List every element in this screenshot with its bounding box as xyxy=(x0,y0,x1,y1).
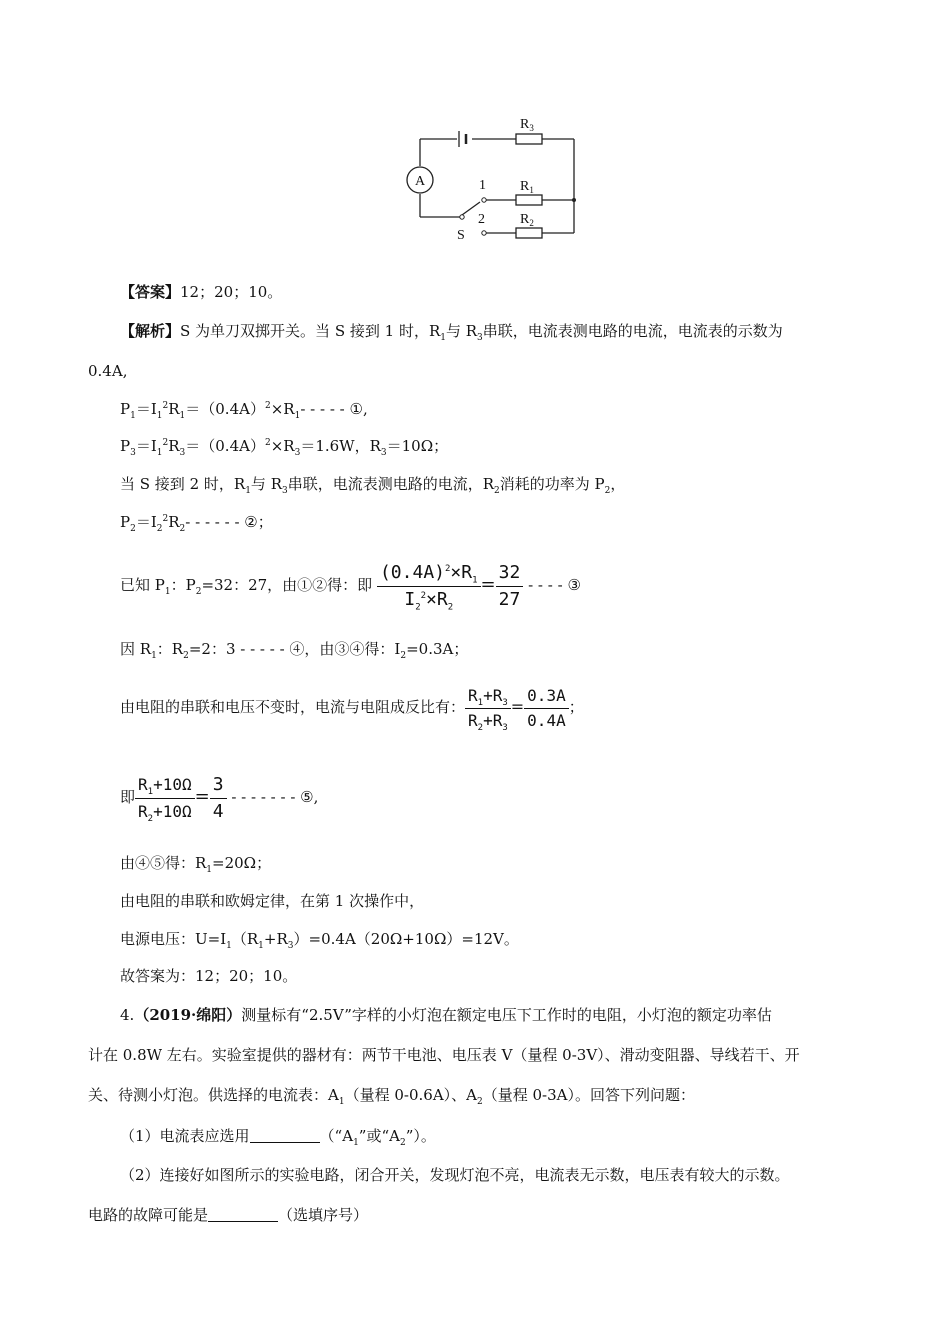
question-number: 4. xyxy=(120,1006,135,1024)
ammeter-label: A xyxy=(414,174,426,189)
equation-p2: $P_2=I_2^2R_2-$ - - - - - ②； xyxy=(120,513,273,534)
answer-blank-1[interactable] xyxy=(250,1128,320,1143)
fraction-32-27: $\frac{32}{27}$ xyxy=(496,560,524,613)
switch-label: S xyxy=(457,228,465,243)
answer-line xyxy=(120,282,282,302)
analysis-tag: 【解析】 xyxy=(120,322,181,340)
contact-1 xyxy=(482,198,486,202)
battery-symbol xyxy=(459,131,466,147)
fraction-current-ratio: $\frac{0.3A}{0.4A}$ xyxy=(524,684,569,733)
equation-p3: $P_3=I_1^2R_3=(0.4A)^2\times R_3=1.6W$，$R_3=10\Omega$； xyxy=(120,437,449,458)
r2-label: $R_2$ xyxy=(520,212,534,228)
junction-dot xyxy=(572,198,576,202)
equation-p1: $P_1=I_1^2R_1=(0.4A)^2\times R_1-$ - - - - ①, xyxy=(120,400,368,421)
question-4-part-2: （2）连接好如图所示的实验电路，闭合开关，发现灯泡不亮，电流表无示数，电压表有较大的示数。 xyxy=(120,1166,790,1184)
contact-2 xyxy=(482,231,486,235)
answer-blank-2[interactable] xyxy=(208,1207,278,1222)
formula-line-1: 已知 $P_1$：$P_2=32$：27，由①②得：即 $\frac{(0.4A)^2\times R_1}{I_2^2\times R_2}$ = $\frac{32}{27}$ - - - - ③ xyxy=(120,561,581,613)
fraction-power-ratio: $\frac{(0.4A)^2\times R_1}{I_2^2\times R_2}$ xyxy=(377,560,481,613)
question-4-part-2-cont: 电路的故障可能是 （选填序号） xyxy=(88,1206,369,1224)
analysis-line-14: 故答案为：12；20；10。 xyxy=(120,967,298,985)
analysis-line-2: 0.4A, xyxy=(88,362,128,380)
fraction-resistance-10: $\frac{R_1+10\Omega}{R_2+10\Omega}$ xyxy=(135,772,195,825)
r1-label: $R_1$ xyxy=(520,179,534,195)
question-source: （2019·绵阳） xyxy=(134,1006,242,1024)
question-4-line-2: 计在 0.8W 左右。实验室提供的器材有：两节干电池、电压表 V（量程 0-3V）、滑动变阻器、导线若干、开 xyxy=(88,1046,800,1064)
fraction-resistance-ratio: $\frac{R_1+R_3}{R_2+R_3}$ xyxy=(465,684,511,733)
analysis-line-11: 由④⑤得：$R_1=20\Omega$； xyxy=(120,854,272,875)
switch-pivot xyxy=(460,215,464,219)
formula-line-2: 由电阻的串联和电压不变时，电流与电阻成反比有： $\frac{R_1+R_3}{R_2+R_3}$ = $\frac{0.3A}{0.4A}$ ； xyxy=(120,685,584,733)
fraction-3-4: $\frac{3}{4}$ xyxy=(210,772,227,825)
resistor-r3 xyxy=(516,134,542,144)
question-4-part-1: （1）电流表应选用 （“$A_1$”或“$A_2$”）。 xyxy=(120,1127,436,1148)
answer-text: 12；20；10。 xyxy=(180,283,283,301)
resistor-r2 xyxy=(516,228,542,238)
formula-line-3: 即 $\frac{R_1+10\Omega}{R_2+10\Omega}$ = $\frac{3}{4}$ - - - - - - - ⑤, xyxy=(120,773,319,824)
analysis-line-13: 电源电压：$U=I_1(R_1+R_3)=0.4A(20\Omega+10\Omega)=12V$。 xyxy=(120,930,519,951)
question-4-line-1: 4.（2019·绵阳）测量标有“2.5V”字样的小灯泡在额定电压下工作时的电阻，小灯泡的额定功率估 xyxy=(120,1006,772,1024)
analysis-line-5: 当 S 接到 2 时，$R_1$与 $R_3$串联，电流表测电路的电流，$R_2$消耗的功率为 $P_2$， xyxy=(120,475,626,496)
position-2-label: 2 xyxy=(478,212,485,227)
circuit-diagram xyxy=(400,110,590,245)
analysis-line-1: 【解析】S 为单刀双掷开关。当 S 接到 1 时，$R_1$与 $R_3$串联，电流表测电路的电流，电流表的示数为 xyxy=(120,322,783,343)
analysis-line-8: 因 $R_1$：$R_2=2$：3 - - - - - ④，由③④得：$I_2=0.3A$； xyxy=(120,640,469,661)
question-4-line-3: 关、待测小灯泡。供选择的电流表：$A_1$（量程 0-0.6A）、$A_2$（量程 0-3A）。回答下列问题： xyxy=(88,1086,695,1107)
r3-label: $R_3$ xyxy=(520,117,534,133)
resistor-r1 xyxy=(516,195,542,205)
position-1-label: 1 xyxy=(479,178,486,193)
analysis-line-12: 由电阻的串联和欧姆定律，在第 1 次操作中， xyxy=(120,892,425,910)
answer-tag: 【答案】 xyxy=(120,283,181,301)
